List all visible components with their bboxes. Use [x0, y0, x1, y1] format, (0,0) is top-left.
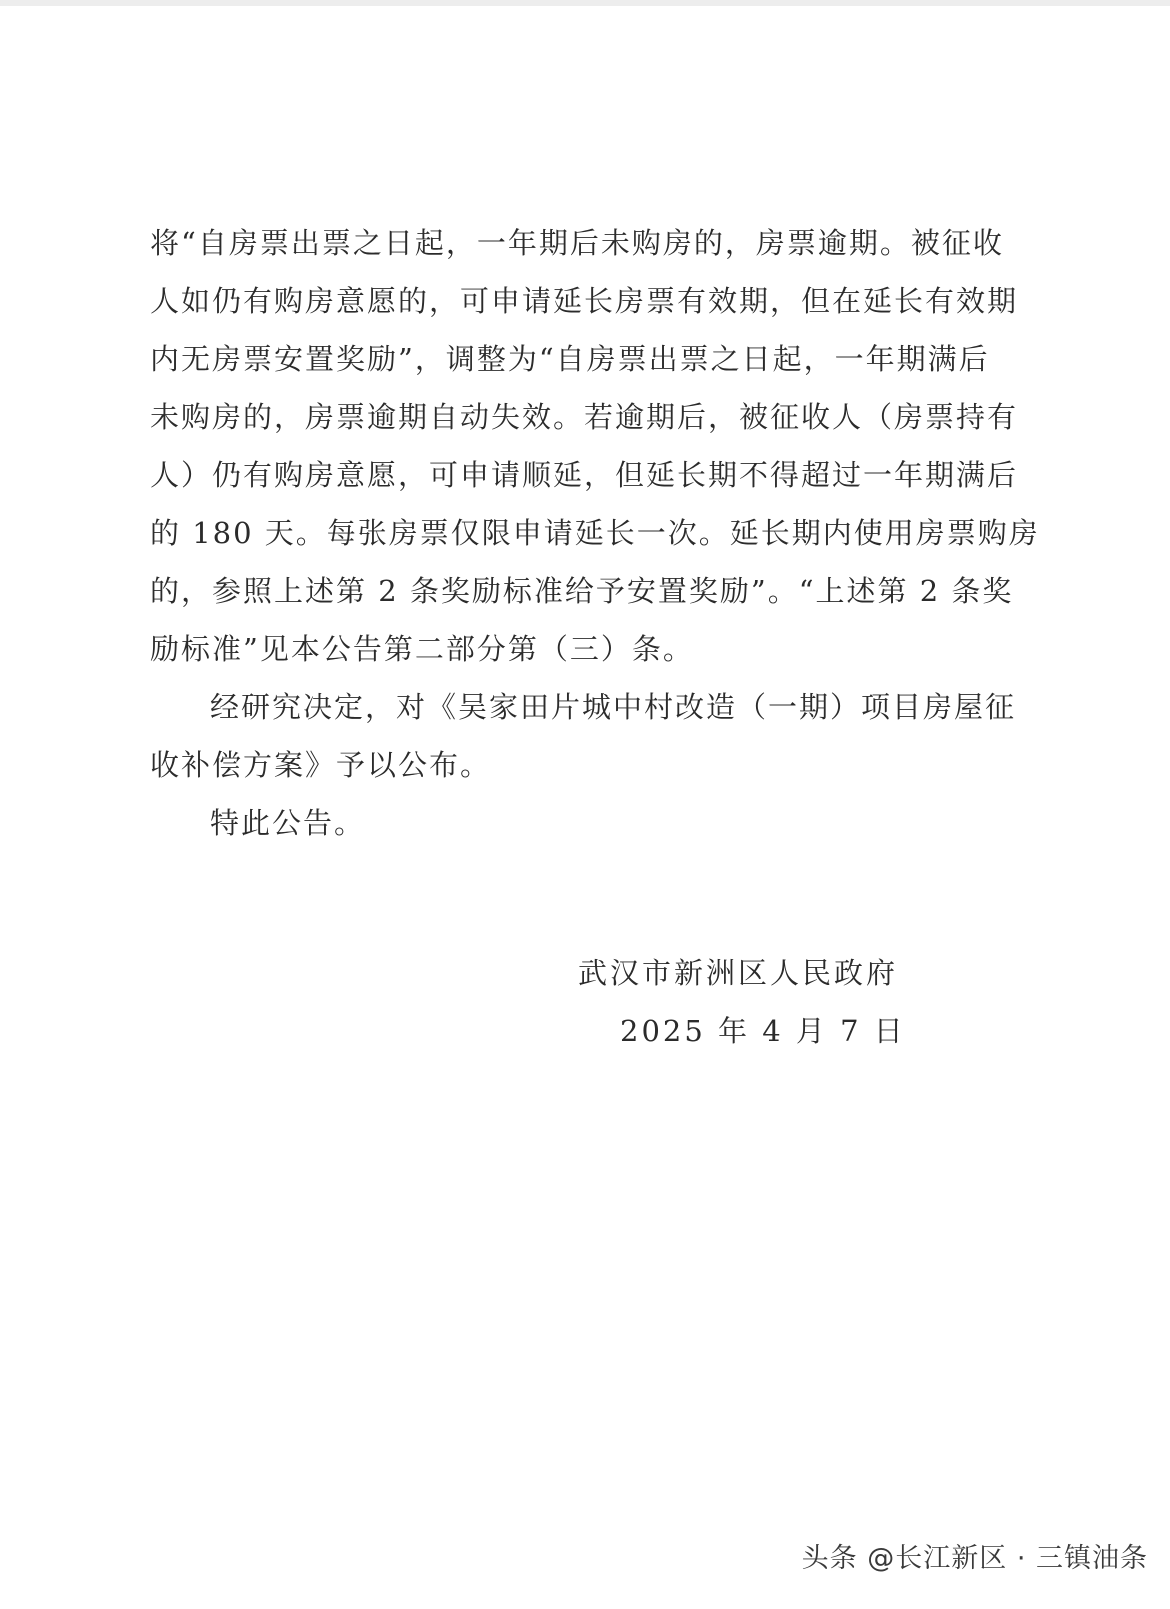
- top-edge: [0, 0, 1170, 6]
- source-watermark: 头条 @长江新区 · 三镇油条: [801, 1543, 1148, 1574]
- paragraph-2-line-2: 收补偿方案》予以公布。: [150, 748, 492, 782]
- paragraph-1-line-7: 的，参照上述第 2 条奖励标准给予安置奖励”。“上述第 2 条奖: [150, 574, 1014, 608]
- paragraph-1-line-3: 内无房票安置奖励”，调整为“自房票出票之日起，一年期满后: [150, 342, 990, 376]
- signature-organization: 武汉市新洲区人民政府: [578, 956, 899, 990]
- paragraph-1-line-8: 励标准”见本公告第二部分第（三）条。: [150, 632, 694, 666]
- paragraph-1-line-1: 将“自房票出票之日起，一年期后未购房的，房票逾期。被征收: [150, 226, 1004, 260]
- document-body: [150, 214, 1040, 852]
- paragraph-1-line-4: 未购房的，房票逾期自动失效。若逾期后，被征收人（房票持有: [150, 400, 1019, 434]
- signature-date: 2025 年 4 月 7 日: [620, 1014, 906, 1048]
- paragraph-2-line-1: 经研究决定，对《吴家田片城中村改造（一期）项目房屋征: [210, 690, 1017, 724]
- closing-statement: 特此公告。: [210, 806, 366, 840]
- paragraph-1-line-5: 人）仍有购房意愿，可申请顺延，但延长期不得超过一年期满后: [150, 458, 1019, 492]
- paragraph-1-line-2: 人如仍有购房意愿的，可申请延长房票有效期，但在延长有效期: [150, 284, 1019, 318]
- paragraph-1-line-6: 的 180 天。每张房票仅限申请延长一次。延长期内使用房票购房: [150, 516, 1040, 550]
